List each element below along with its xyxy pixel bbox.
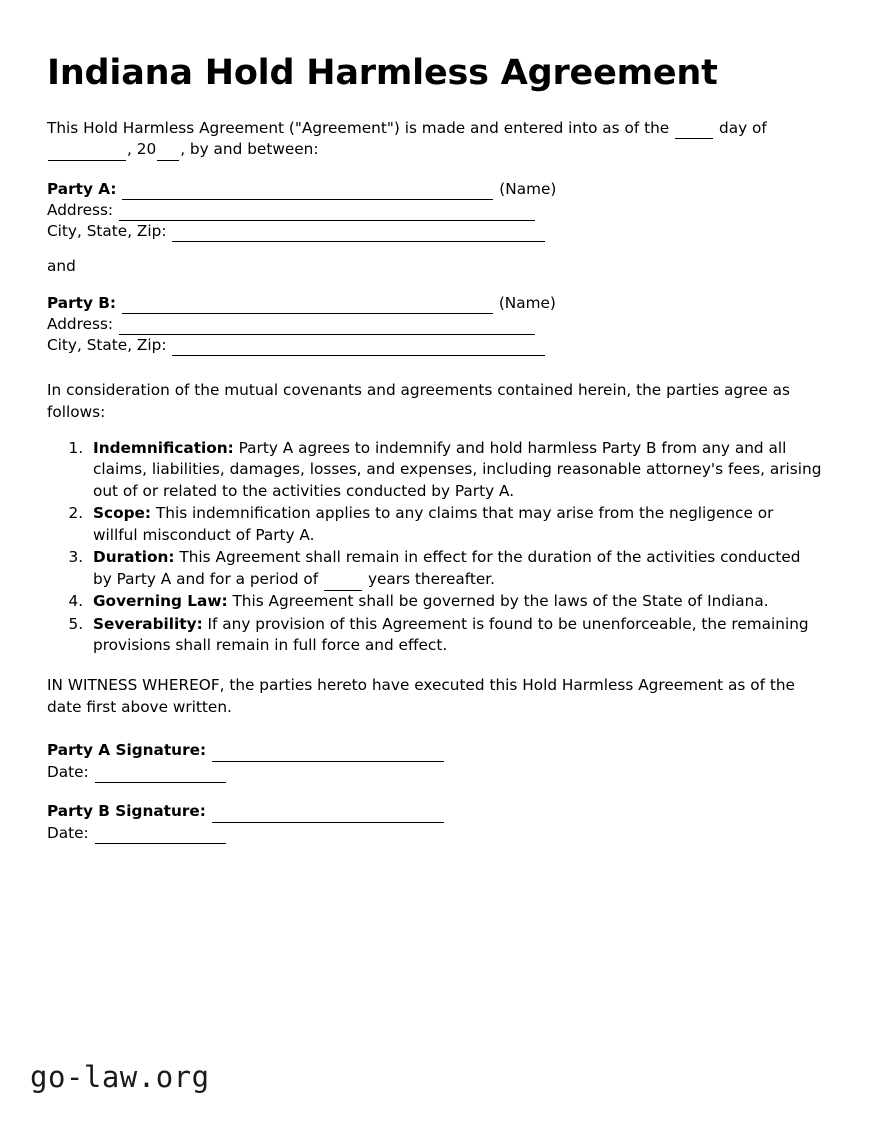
page-title: Indiana Hold Harmless Agreement [47, 53, 718, 93]
party-a-signature-label: Party A Signature: [47, 741, 207, 760]
year-blank-field[interactable] [157, 146, 179, 162]
term-item-governing-law [88, 591, 822, 613]
document-body [47, 55, 822, 862]
party-b-signature-block [47, 801, 822, 844]
party-a-citystatezip-line [47, 221, 822, 242]
term-label-indemnification: Indemnification: [93, 438, 234, 457]
term-label-duration: Duration: [93, 548, 175, 567]
party-b-name-line [47, 293, 822, 314]
party-b-citystatezip-label: City, State, Zip: [47, 336, 167, 355]
party-a-signature-block [47, 740, 822, 783]
party-a-signature-field[interactable] [212, 746, 444, 762]
party-a-name-line [47, 179, 822, 200]
term-label-severability: Severability: [93, 614, 203, 633]
party-a-name-suffix: (Name) [499, 180, 557, 199]
party-a-citystatezip-field[interactable] [172, 227, 545, 243]
party-b-date-line [47, 823, 822, 844]
term-label-governing-law: Governing Law: [93, 592, 228, 611]
month-blank-field[interactable] [48, 146, 126, 162]
term-body-severability: If any provision of this Agreement is found to be unenforceable, the remaining provisions shall remain in full force and effect. [93, 614, 809, 655]
party-b-signature-field[interactable] [212, 807, 444, 823]
party-a-block [47, 179, 822, 242]
footer-watermark: go-law.org [30, 1060, 210, 1094]
term-label-scope: Scope: [93, 504, 152, 523]
party-a-date-label: Date: [47, 762, 89, 781]
party-b-block [47, 293, 822, 356]
term-item-scope [88, 503, 822, 546]
party-b-citystatezip-line [47, 335, 822, 356]
party-a-address-label: Address: [47, 201, 114, 220]
party-b-label: Party B: [47, 294, 117, 313]
party-b-address-line [47, 314, 822, 335]
party-b-name-field[interactable] [122, 299, 493, 315]
consideration-paragraph: In consideration of the mutual covenants and agreements contained herein, the parties agree as follows: [47, 381, 791, 422]
intro-text-after-year: , by and between: [180, 140, 319, 159]
party-b-date-field[interactable] [95, 828, 226, 844]
party-b-address-label: Address: [47, 315, 114, 334]
party-a-address-line [47, 200, 822, 221]
party-a-date-field[interactable] [95, 768, 226, 784]
intro-text-before-day: This Hold Harmless Agreement ("Agreement") is made and entered into as of the [47, 118, 670, 137]
parties-conjunction: and [47, 257, 76, 276]
term-body-scope: This indemnification applies to any claims that may arise from the negligence or willful misconduct of Party A. [93, 504, 774, 545]
intro-text-after-day: day of [718, 118, 767, 137]
party-a-date-line [47, 762, 822, 783]
terms-list [47, 438, 822, 657]
party-b-signature-label: Party B Signature: [47, 802, 206, 821]
term-item-indemnification [88, 438, 822, 503]
party-a-citystatezip-label: City, State, Zip: [47, 222, 167, 241]
party-a-signature-line [47, 740, 822, 761]
party-a-name-field[interactable] [122, 185, 493, 201]
term-body-duration-before-blank: This Agreement shall remain in effect for the duration of the activities conducted by Party A and for a period of [93, 548, 801, 589]
party-b-address-field[interactable] [119, 320, 535, 336]
term-body-duration-after-blank: years thereafter. [367, 570, 496, 589]
witness-clause: IN WITNESS WHEREOF, the parties hereto have executed this Hold Harmless Agreement as of the date first above written. [47, 675, 795, 716]
party-b-signature-line [47, 801, 822, 822]
party-b-date-label: Date: [47, 823, 89, 842]
party-a-address-field[interactable] [119, 206, 535, 222]
term-body-governing-law: This Agreement shall be governed by the laws of the State of Indiana. [227, 592, 769, 611]
term-item-severability [88, 614, 822, 657]
intro-year-prefix: , 20 [127, 140, 157, 159]
party-b-citystatezip-field[interactable] [172, 341, 545, 357]
party-a-label: Party A: [47, 180, 117, 199]
duration-years-blank-field[interactable] [324, 575, 362, 591]
day-blank-field[interactable] [675, 124, 713, 140]
term-item-duration [88, 547, 822, 590]
intro-paragraph [47, 118, 822, 161]
party-b-name-suffix: (Name) [498, 294, 556, 313]
term-body-indemnification: Party A agrees to indemnify and hold harmless Party B from any and all claims, liabilities, damages, losses, and expenses, including reasonable attorney's fees, arising out of or related to the activities conducted by Party A. [93, 438, 822, 501]
